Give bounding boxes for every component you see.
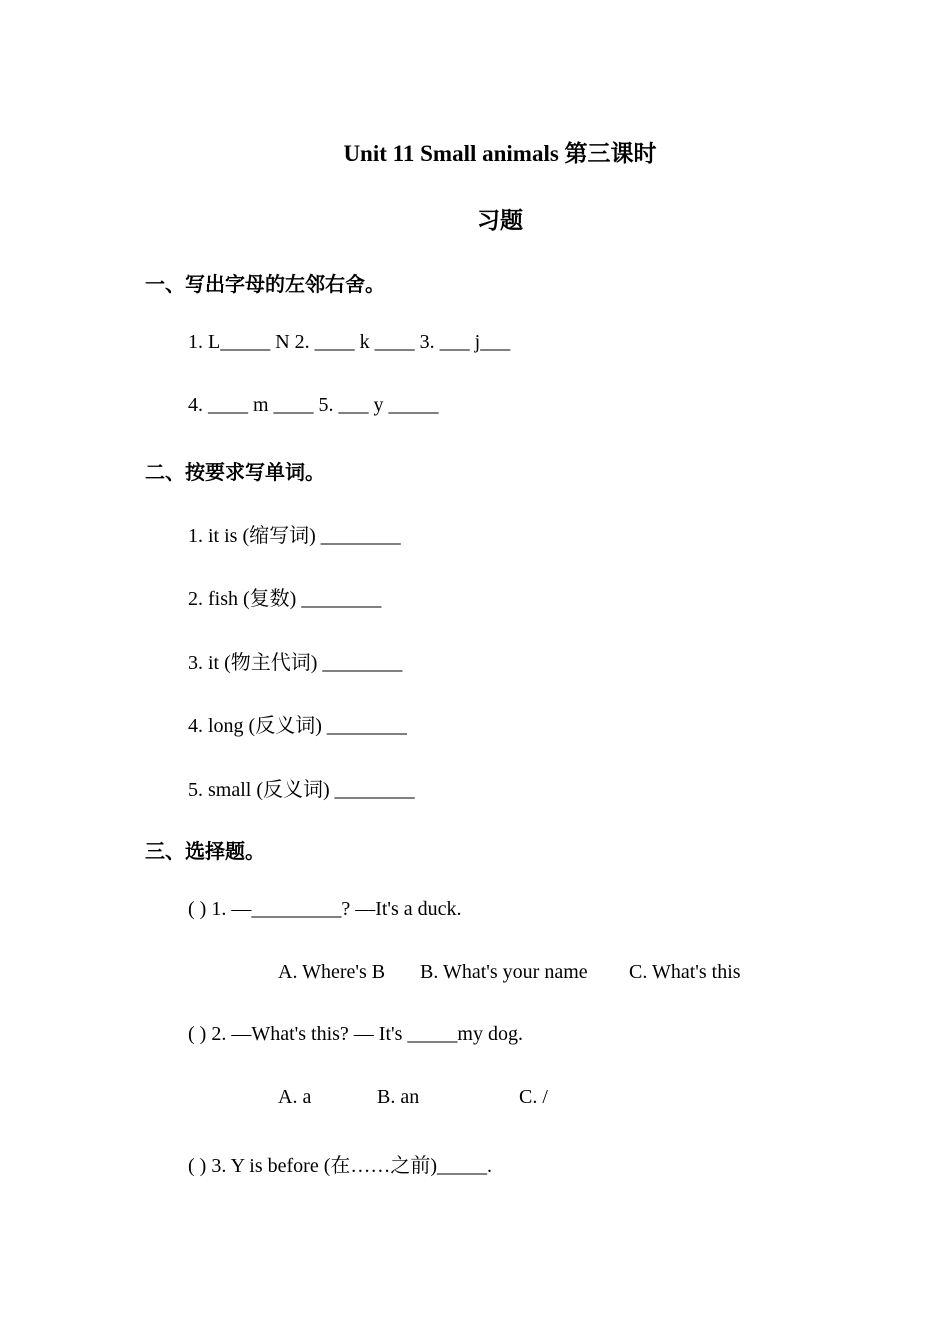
section-2-item-3: 3. it (物主代词) ________: [188, 652, 403, 674]
section-1-row-1: 1. L_____ N 2. ____ k ____ 3. ___ j___: [188, 331, 511, 353]
question-2-option-a: A. a: [278, 1086, 312, 1108]
question-1-stem: ( ) 1. —_________? —It's a duck.: [188, 898, 462, 920]
section-2-item-1: 1. it is (缩写词) ________: [188, 525, 401, 547]
section-2-item-2: 2. fish (复数) ________: [188, 588, 382, 610]
page-subtitle: 习题: [477, 208, 523, 233]
question-1-options: [278, 961, 741, 984]
section-2-heading: 二、按要求写单词。: [145, 462, 325, 484]
question-2-stem: ( ) 2. —What's this? — It's _____my dog.: [188, 1023, 523, 1045]
question-3-stem: ( ) 3. Y is before (在……之前)_____.: [188, 1155, 493, 1177]
question-1-option-b: B. What's your name: [420, 961, 588, 983]
question-2-options: [278, 1086, 548, 1109]
section-3-heading: 三、选择题。: [145, 841, 265, 863]
page-title: Unit 11 Small animals 第三课时: [343, 141, 657, 166]
section-2-item-4: 4. long (反义词) ________: [188, 715, 407, 737]
section-1-row-2: 4. ____ m ____ 5. ___ y _____: [188, 394, 439, 416]
question-2-option-b: B. an: [377, 1086, 420, 1108]
question-2-option-c: C. /: [519, 1086, 548, 1108]
section-1-heading: 一、写出字母的左邻右舍。: [145, 274, 385, 296]
question-1-option-a: A. Where's B: [278, 961, 386, 983]
section-2-item-5: 5. small (反义词) ________: [188, 779, 415, 801]
question-1-option-c: C. What's this: [629, 961, 741, 983]
